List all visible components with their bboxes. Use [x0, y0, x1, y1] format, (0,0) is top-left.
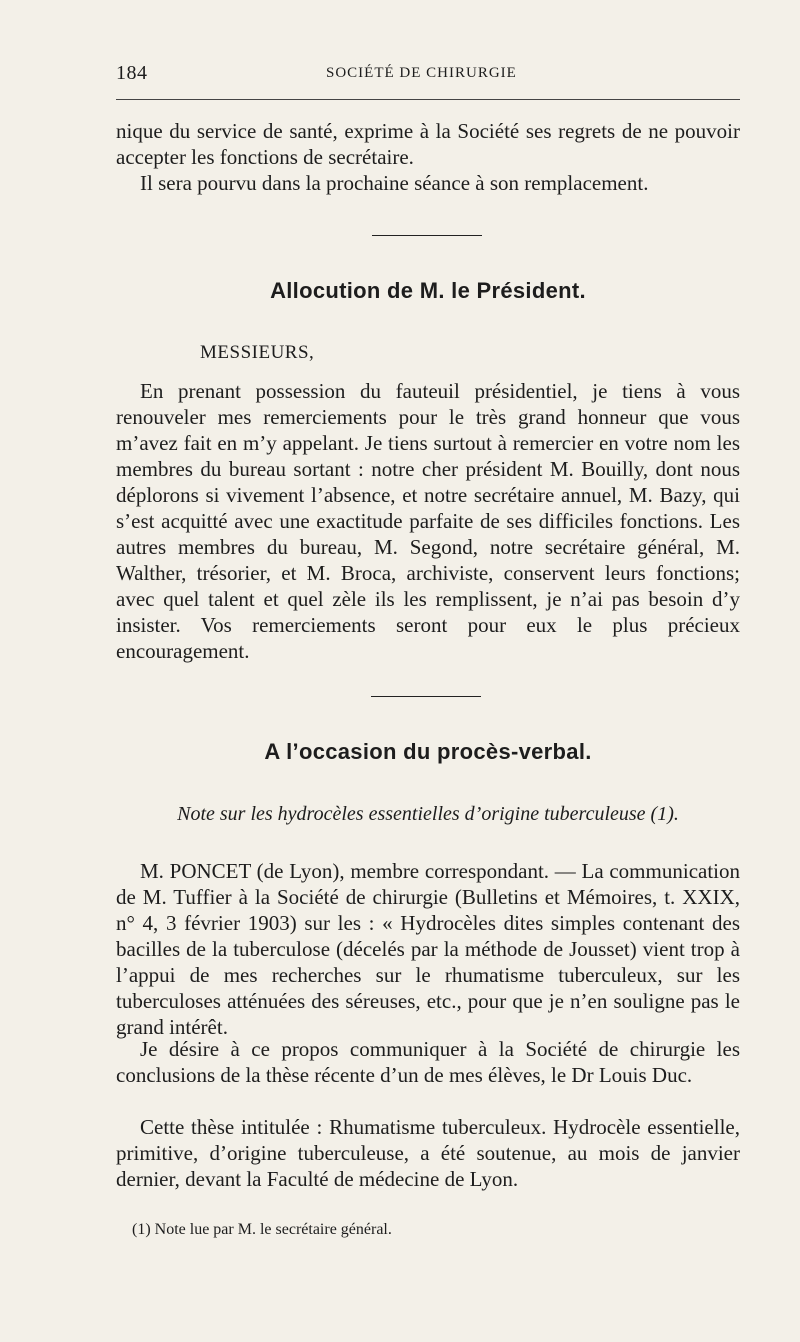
- intro-line-2: Il sera pourvu dans la prochaine séance à son remplacement.: [140, 171, 649, 195]
- proces-verbal-para-1-block: [116, 858, 740, 1040]
- salutation: MESSIEURS,: [200, 342, 315, 363]
- proces-verbal-para-2-block: [116, 1036, 740, 1088]
- allocution-title: Allocution de M. le Président.: [270, 278, 586, 303]
- intro-paragraphs: [116, 118, 740, 196]
- page-header: [116, 58, 740, 88]
- intro-line-1: nique du service de santé, exprime à la Société ses regrets de ne pouvoir accepter les fonctions de secrétaire.: [116, 119, 740, 169]
- proces-verbal-para-1: M. PONCET (de Lyon), membre correspondant. — La communication de M. Tuffier à la Société de chirurgie (Bulletins et Mémoires, t. XXIX, n° 4, 3 février 1903) sur les : « Hydrocèles dites simples contenant des bacilles de la tuberculose (décelés par la méthode de Jousset) vient trop à l’appui de mes recherches sur le rhumatisme tuberculeux, sur les tuberculoses atténuées des séreuses, etc., pour que je n’en souligne pas le grand intérêt.: [116, 859, 740, 1039]
- allocution-body: En prenant possession du fauteuil présidentiel, je tiens à vous renouveler mes remerciements pour le très grand honneur que vous m’avez fait en m’y appelant. Je tiens surtout à remercier en votre nom les membres du bureau sortant : notre cher président M. Bouilly, dont nous déplorons si vivement l’absence, et notre secrétaire annuel, M. Bazy, qui s’est acquitté avec une exactitude parfaite de ses difficiles fonctions. Les autres membres du bureau, M. Segond, notre secrétaire général, M. Walther, trésorier, et M. Broca, archiviste, conservent leurs fonctions; avec quel talent et quel zèle ils les remplissent, je n’ai pas besoin d’y insister. Vos remerciements seront pour eux le plus précieux encouragement.: [116, 379, 740, 663]
- header-rule: [116, 99, 740, 100]
- proces-verbal-title: A l’occasion du procès-verbal.: [264, 739, 592, 764]
- section-rule-2: [371, 696, 481, 697]
- note-title: Note sur les hydrocèles essentielles d’origine tuberculeuse (1).: [177, 803, 679, 825]
- running-head: SOCIÉTÉ DE CHIRURGIE: [326, 65, 517, 81]
- page-number: 184: [116, 62, 148, 84]
- section-rule-1: [372, 235, 482, 236]
- proces-verbal-para-3-block: [116, 1114, 740, 1192]
- footnote: (1) Note lue par M. le secrétaire général.: [132, 1221, 392, 1238]
- allocution-body-block: [116, 378, 740, 664]
- proces-verbal-para-2: Je désire à ce propos communiquer à la Société de chirurgie les conclusions de la thèse récente d’un de mes élèves, le Dr Louis Duc.: [116, 1037, 740, 1087]
- proces-verbal-para-3: Cette thèse intitulée : Rhumatisme tuberculeux. Hydrocèle essentielle, primitive, d’origine tuberculeuse, a été soutenue, au mois de janvier dernier, devant la Faculté de médecine de Lyon.: [116, 1115, 740, 1191]
